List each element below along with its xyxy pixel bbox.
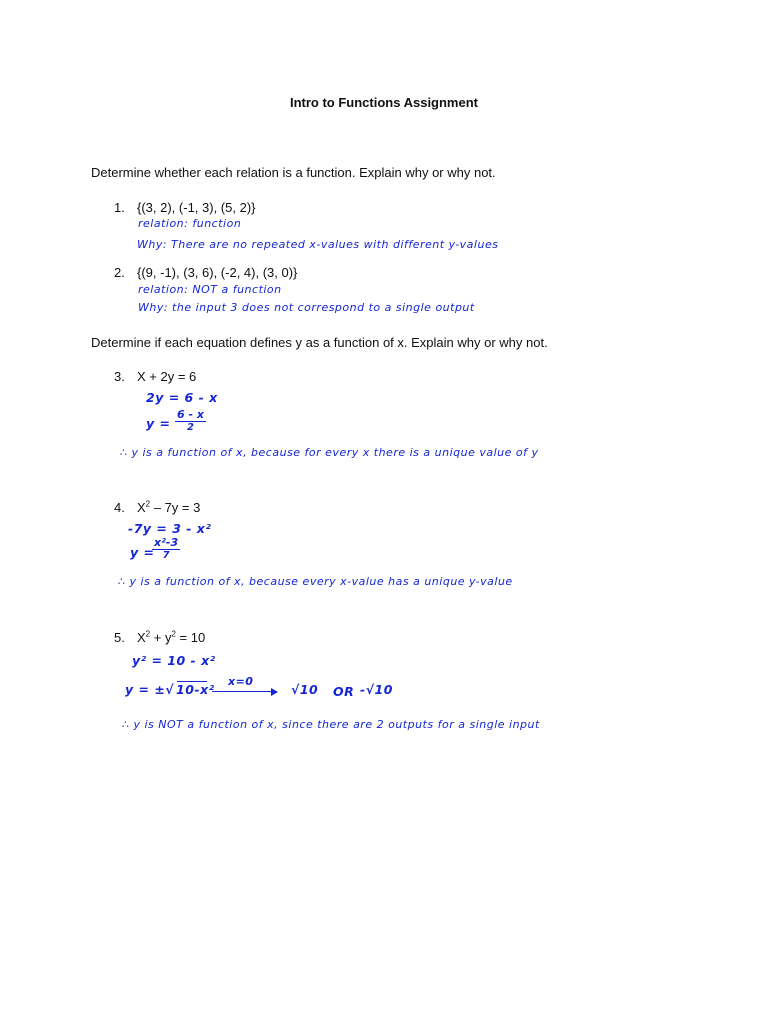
q5-text-exponent-a: 2 bbox=[145, 629, 151, 639]
q5-arrow-line bbox=[212, 691, 272, 692]
q4-fraction bbox=[152, 537, 180, 562]
q4-y-equals: y = bbox=[130, 545, 155, 560]
q5-or: OR bbox=[333, 684, 355, 699]
q3-fraction-numerator: 6 - x bbox=[177, 408, 204, 421]
q5-arrow-head bbox=[271, 688, 278, 696]
q1-handwritten-relation: relation: function bbox=[138, 217, 242, 230]
q5-positive-root: √10 bbox=[291, 682, 319, 697]
document-title: Intro to Functions Assignment bbox=[289, 95, 478, 110]
question-3-text: X + 2y = 6 bbox=[137, 369, 197, 384]
q5-text-a: X bbox=[137, 630, 146, 645]
q5-step-1: y² = 10 - x² bbox=[132, 653, 216, 668]
q3-y-equals: y = bbox=[146, 416, 171, 431]
q5-arrow-label: x=0 bbox=[228, 675, 254, 688]
q2-handwritten-why: Why: the input 3 does not correspond to a single output bbox=[138, 301, 475, 314]
q5-conclusion: ∴ y is NOT a function of x, since there are 2 outputs for a single input bbox=[122, 718, 540, 731]
q5-text-c: = 10 bbox=[175, 630, 206, 645]
q3-fraction bbox=[175, 409, 206, 434]
question-4-number: 4. bbox=[114, 500, 125, 515]
q5-text-b: + y bbox=[150, 630, 172, 645]
q5-radicand: 10-x² bbox=[176, 682, 215, 697]
instructions-part2: Determine if each equation defines y as a function of x. Explain why or why not. bbox=[91, 335, 548, 350]
question-2-text: {(9, -1), (3, 6), (-2, 4), (3, 0)} bbox=[137, 265, 298, 280]
question-1-text: {(3, 2), (-1, 3), (5, 2)} bbox=[137, 200, 256, 215]
q1-handwritten-why: Why: There are no repeated x-values with different y-values bbox=[137, 238, 499, 251]
q3-conclusion: ∴ y is a function of x, because for every x there is a unique value of y bbox=[120, 446, 539, 459]
q5-arrow bbox=[212, 688, 278, 696]
q4-text-exponent: 2 bbox=[145, 499, 151, 509]
instructions-part1: Determine whether each relation is a function. Explain why or why not. bbox=[91, 165, 496, 180]
question-5-text bbox=[137, 630, 205, 645]
q4-conclusion: ∴ y is a function of x, because every x-value has a unique y-value bbox=[118, 575, 513, 588]
question-2-number: 2. bbox=[114, 265, 125, 280]
q4-fraction-numerator: x²-3 bbox=[154, 536, 179, 549]
q5-text-exponent-b: 2 bbox=[171, 629, 176, 639]
q5-negative-root: -√10 bbox=[360, 682, 393, 697]
question-5-number: 5. bbox=[114, 630, 125, 645]
q5-y-equals: y = ±√ bbox=[125, 682, 175, 697]
q4-text-rest: – 7y = 3 bbox=[150, 500, 201, 515]
question-4-text bbox=[137, 500, 200, 515]
q3-fraction-denominator: 2 bbox=[187, 422, 194, 433]
q4-fraction-denominator: 7 bbox=[162, 550, 170, 561]
q2-handwritten-relation: relation: NOT a function bbox=[138, 283, 282, 296]
question-3-number: 3. bbox=[114, 369, 125, 384]
q4-step-1: -7y = 3 - x² bbox=[128, 521, 212, 536]
q3-step-1: 2y = 6 - x bbox=[146, 390, 218, 405]
q4-text-base: X bbox=[137, 500, 146, 515]
question-1-number: 1. bbox=[114, 200, 125, 215]
